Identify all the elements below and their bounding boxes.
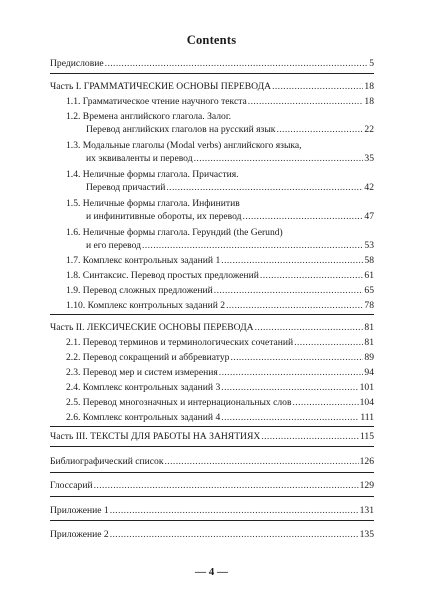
toc-entry-1-5: [86, 211, 374, 223]
page-title: Contents: [186, 33, 237, 47]
toc-entry-1-2-line1: 1.2. Времена английского глагола. Залог.: [66, 111, 232, 122]
divider: [50, 426, 374, 427]
toc-entry-2-2: [66, 352, 374, 364]
leader-dots: [248, 96, 364, 108]
leader-dots: [221, 382, 358, 394]
leader-dots: [110, 529, 359, 541]
toc-entry-part2: [50, 322, 374, 334]
toc-entry-page: 5: [369, 58, 374, 69]
toc-entry-label: Перевод причастий: [86, 182, 166, 193]
toc-entry-2-3: [66, 367, 374, 379]
toc-entry-label: и инфинитивные обороты, их перевод: [86, 211, 242, 222]
toc-entry-label: 1.8. Синтаксис. Перевод простых предложений: [66, 270, 259, 281]
toc-entry-2-1: [66, 337, 374, 349]
divider: [50, 314, 374, 315]
toc-entry-page: 104: [359, 397, 374, 408]
toc-entry-1-5-line1: 1.5. Неличные формы глагола. Инфинитив: [66, 198, 240, 209]
leader-dots: [226, 300, 363, 312]
toc-entry-page: 89: [364, 352, 374, 363]
toc-entry-label: Библиографический список: [50, 456, 164, 467]
leader-dots: [110, 505, 359, 517]
leader-dots: [272, 81, 363, 93]
toc-entry-1-9: [66, 285, 374, 297]
leader-dots: [276, 124, 363, 136]
toc-entry-page: 81: [364, 322, 374, 333]
leader-dots: [142, 240, 363, 252]
toc-entry-label: Часть I. ГРАММАТИЧЕСКИЕ ОСНОВЫ ПЕРЕВОДА: [50, 81, 272, 92]
toc-entry-1-7: [66, 255, 374, 267]
toc-entry-page: 101: [359, 382, 374, 393]
leader-dots: [221, 412, 359, 424]
toc-entry-page: 22: [364, 124, 374, 135]
toc-entry-1-1: [66, 96, 374, 108]
leader-dots: [94, 480, 359, 492]
toc-entry-label: и его перевод: [86, 240, 141, 251]
toc-entry-label: 1.1. Грамматическое чтение научного текста: [66, 96, 247, 107]
page-number-footer: — 4 —: [195, 566, 228, 578]
leader-dots: [105, 58, 369, 70]
toc-entry-page: 42: [364, 182, 374, 193]
toc-entry-1-4-line1: 1.4. Неличные формы глагола. Причастия.: [66, 169, 239, 180]
toc-entry-label: 1.9. Перевод сложных предложений: [66, 285, 213, 296]
toc-entry-1-8: [66, 270, 374, 282]
leader-dots: [194, 153, 364, 165]
toc-entry-label: 2.6. Комплекс контрольных заданий 4: [66, 412, 221, 423]
toc-entry-page: 135: [359, 529, 374, 540]
toc-entry-preface: [50, 58, 374, 70]
divider: [50, 73, 374, 74]
leader-dots: [230, 352, 363, 364]
toc-entry-page: 126: [359, 456, 374, 467]
leader-dots: [219, 367, 364, 379]
toc-entry-label: их эквиваленты и перевод: [86, 153, 193, 164]
toc-entry-1-3: [86, 153, 374, 165]
toc-entry-page: 111: [360, 412, 374, 423]
toc-entry-glossary: [50, 480, 374, 492]
toc-entry-label: Перевод английских глаголов на русский язык: [86, 124, 276, 135]
leader-dots: [165, 456, 359, 468]
toc-entry-label: 2.4. Комплекс контрольных заданий 3: [66, 382, 221, 393]
toc-entry-page: 53: [364, 240, 374, 251]
toc-entry-2-6: [66, 412, 374, 424]
toc-entry-2-4: [66, 382, 374, 394]
toc-entry-page: 58: [364, 255, 374, 266]
leader-dots: [255, 322, 364, 334]
leader-dots: [221, 255, 363, 267]
divider: [50, 496, 374, 497]
toc-entry-appendix-1: [50, 505, 374, 517]
leader-dots: [243, 211, 364, 223]
toc-entry-page: 18: [364, 81, 374, 92]
toc-entry-label: Предисловие: [50, 58, 104, 69]
leader-dots: [294, 337, 363, 349]
toc-entry-label: 1.7. Комплекс контрольных заданий 1: [66, 255, 221, 266]
toc-entry-label: 2.5. Перевод многозначных и интернациональных слов: [66, 397, 292, 408]
toc-entry-part3: [50, 431, 374, 443]
leader-dots: [292, 397, 358, 409]
toc-entry-page: 78: [364, 300, 374, 311]
toc-entry-appendix-2: [50, 529, 374, 541]
leader-dots: [260, 270, 363, 282]
toc-entry-page: 115: [359, 431, 374, 442]
toc-entry-page: 131: [359, 505, 374, 516]
toc-entry-page: 18: [364, 96, 374, 107]
toc-entry-1-6-line1: 1.6. Неличные формы глагола. Герундий (the Gerund): [66, 227, 283, 238]
toc-entry-page: 35: [364, 153, 374, 164]
divider: [50, 472, 374, 473]
toc-entry-label: Часть II. ЛЕКСИЧЕСКИЕ ОСНОВЫ ПЕРЕВОДА: [50, 322, 254, 333]
toc-entry-2-5: [66, 397, 374, 409]
toc-entry-label: 2.3. Перевод мер и систем измерения: [66, 367, 218, 378]
toc-entry-label: Приложение 1: [50, 505, 109, 516]
toc-entry-label: Часть III. ТЕКСТЫ ДЛЯ РАБОТЫ НА ЗАНЯТИЯХ: [50, 431, 261, 442]
toc-entry-label: 1.10. Комплекс контрольных заданий 2: [66, 300, 226, 311]
leader-dots: [166, 182, 363, 194]
toc-entry-part1: [50, 81, 374, 93]
divider: [50, 520, 374, 521]
toc-entry-label: Приложение 2: [50, 529, 109, 540]
toc-entry-1-10: [66, 300, 374, 312]
divider: [50, 446, 374, 447]
toc-entry-page: 47: [364, 211, 374, 222]
toc-entry-1-3-line1: 1.3. Модальные глаголы (Modal verbs) английского языка,: [66, 140, 302, 151]
toc-entry-page: 81: [364, 337, 374, 348]
toc-entry-1-4: [86, 182, 374, 194]
leader-dots: [214, 285, 364, 297]
toc-entry-label: Глоссарий: [50, 480, 93, 491]
toc-entry-label: 2.2. Перевод сокращений и аббревиатур: [66, 352, 230, 363]
toc-entry-page: 129: [359, 480, 374, 491]
toc-entry-label: 2.1. Перевод терминов и терминологических сочетаний: [66, 337, 294, 348]
toc-entry-1-6: [86, 240, 374, 252]
toc-entry-page: 94: [364, 367, 374, 378]
toc-entry-page: 65: [364, 285, 374, 296]
toc-entry-1-2: [86, 124, 374, 136]
leader-dots: [261, 431, 359, 443]
toc-entry-page: 61: [364, 270, 374, 281]
toc-entry-bibliography: [50, 456, 374, 468]
